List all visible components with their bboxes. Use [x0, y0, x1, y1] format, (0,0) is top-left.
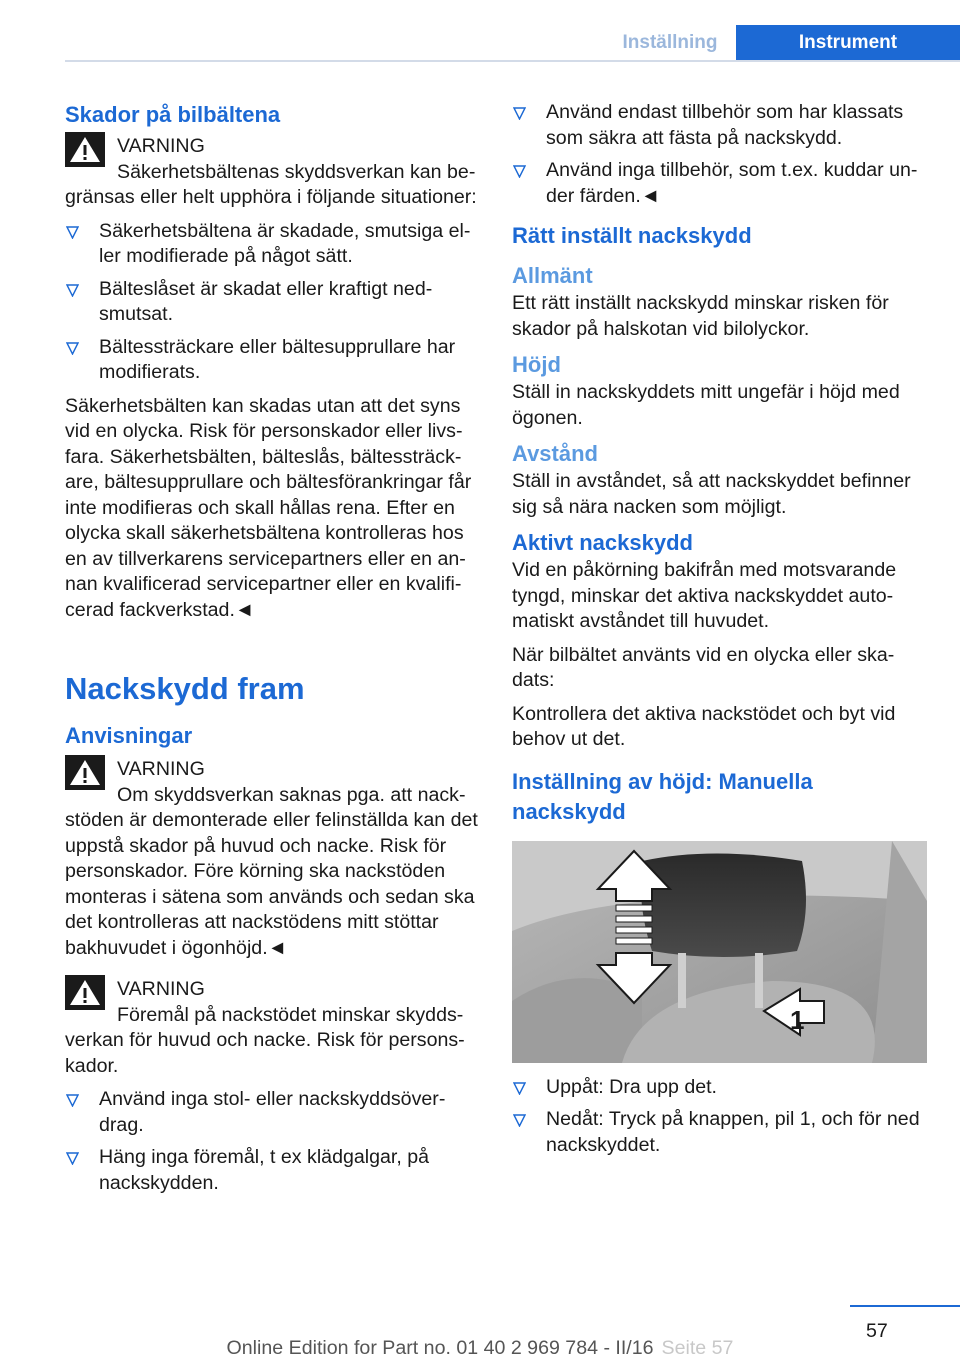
warning-block-2: [65, 757, 480, 783]
subheading-active-headrest: Aktivt nackskydd: [512, 530, 693, 555]
triangle-bullet-icon: [66, 284, 79, 297]
paragraph-height: Ställ in nackskyddets mitt ungefär i höjd med ögonen.: [512, 381, 900, 429]
warning-icon: [65, 975, 105, 1010]
paragraph-active-1: Vid en påkörning bakifrån med motsvarande tyngd, minskar det aktiva nackskyddet automatiskt avståndet till huvudet.: [512, 559, 897, 632]
list-item-text: Bältessträckare eller bältesupprullare har modifierats.: [99, 335, 456, 383]
warning-block-1: [65, 134, 480, 160]
paragraph-distance: Ställ in avståndet, så att nackskyddet befinner sig så nära nacken som möjligt.: [512, 470, 911, 518]
chapter-tabs: [604, 25, 960, 61]
right-column: [512, 100, 930, 1166]
paragraph-belt-inspection: Säkerhetsbälten kan skadas utan att det syns vid en olycka. Risk för personskador eller livsfara. Säkerhetsbälten, bälteslås, bältessträckare, bältesupprullare och bältesförankringar får inte modifieras och skall hållas rena. Efter en olycka skall säkerhetsbältena kontrolleras hos en av tillverkarens servicepartners eller en annan kvalificerad servicepartner eller en kvalificerad fackverkstad.◄: [65, 394, 472, 621]
triangle-bullet-icon: [513, 1082, 526, 1095]
list-item-text: Använd endast tillbehör som har klassats som säkra att fästa på nackskydd.: [546, 101, 904, 149]
header-divider: [65, 60, 960, 62]
list-item-text: Säkerhetsbältena är skadade, smutsiga eller modifierade på något sätt.: [99, 219, 471, 267]
list-headrest-accessories: [65, 1087, 480, 1196]
triangle-bullet-icon: [513, 165, 526, 178]
page-number: 57: [866, 1320, 888, 1342]
section-title-belt-damage: Skador på bilbältena: [65, 102, 281, 127]
triangle-bullet-icon: [513, 107, 526, 120]
list-belt-conditions: [65, 219, 480, 386]
warning-title: VARNING: [117, 978, 205, 1000]
subheading-height: Höjd: [512, 352, 561, 377]
paragraph-active-2: När bilbältet använts vid en olycka eller skadats:: [512, 643, 895, 691]
triangle-bullet-icon: [66, 226, 79, 239]
list-item: [65, 277, 480, 328]
triangle-bullet-icon: [66, 1094, 79, 1107]
warning-text: Säkerhetsbältenas skyddsverkan kan begränsas eller helt upphöra i följande situationer:: [65, 160, 477, 208]
edition-text: Online Edition for Part no. 01 40 2 969 784 - II/16: [226, 1337, 654, 1359]
watermark-text: Seite 57: [661, 1337, 734, 1359]
warning-title: VARNING: [117, 135, 205, 157]
list-item: [512, 1075, 930, 1101]
list-item: [65, 1087, 480, 1138]
warning-text: Om skyddsverkan saknas pga. att nackstöden är demonterade eller felinställda kan det uppstå skador på huvud och nacke. Risk för personskador. Före körning ska nackstöden monteras i sätena som används och sedan ska det kontrolleras att nackstödens mitt stöttar bakhuvudet i ögonhöjd.◄: [65, 783, 478, 959]
footer: [0, 1337, 960, 1360]
list-item: [512, 100, 930, 151]
list-item: [512, 158, 930, 209]
warning-title: VARNING: [117, 758, 205, 780]
list-item-text: Uppåt: Dra upp det.: [546, 1075, 718, 1098]
warning-icon: [65, 755, 105, 790]
triangle-bullet-icon: [66, 1152, 79, 1165]
callout-label: 1: [790, 1004, 805, 1035]
list-item-text: Nedåt: Tryck på knappen, pil 1, och för ned nackskyddet.: [546, 1108, 920, 1156]
list-item-text: Använd inga tillbehör, som t.ex. kuddar under färden.◄: [546, 159, 918, 207]
list-item: [65, 219, 480, 270]
triangle-bullet-icon: [66, 342, 79, 355]
subheading-general: Allmänt: [512, 263, 593, 288]
subheading-distance: Avstånd: [512, 441, 598, 466]
list-item-text: Häng inga föremål, t ex klädgalgar, på nackskydden.: [99, 1146, 430, 1194]
warning-block-3: [65, 977, 480, 1003]
headrest-adjustment-photo: [512, 841, 927, 1063]
tab-instrument[interactable]: Instrument: [736, 25, 960, 61]
list-accessories-continued: [512, 100, 930, 209]
chapter-title: Nackskydd fram: [65, 671, 305, 706]
list-item: [65, 335, 480, 386]
tab-installning[interactable]: Inställning: [622, 32, 718, 53]
paragraph-general: Ett rätt inställt nackskydd minskar risken för skador på halskotan vid bilolyckor.: [512, 292, 889, 340]
triangle-bullet-icon: [513, 1114, 526, 1127]
list-item: [512, 1107, 930, 1158]
list-item-text: Bälteslåset är skadat eller kraftigt nedsmutsat.: [99, 277, 433, 325]
warning-text: Föremål på nackstödet minskar skyddsverkan för huvud och nacke. Risk för personskador.: [65, 1003, 465, 1077]
list-item-text: Använd inga stol- eller nackskyddsöverdrag.: [99, 1088, 446, 1136]
section-title-correct-headrest: Rätt inställt nackskydd: [512, 223, 752, 248]
list-height-adjustment: [512, 1075, 930, 1159]
list-item: [65, 1145, 480, 1196]
section-title-manual-height: Inställning av höjd: Manuella nackskydd: [512, 768, 813, 824]
paragraph-active-3: Kontrollera det aktiva nackstödet och byt vid behov ut det.: [512, 702, 896, 750]
footer-rule: [850, 1305, 960, 1307]
warning-icon: [65, 132, 105, 167]
section-title-notes: Anvisningar: [65, 723, 193, 748]
left-column: [65, 100, 480, 1204]
